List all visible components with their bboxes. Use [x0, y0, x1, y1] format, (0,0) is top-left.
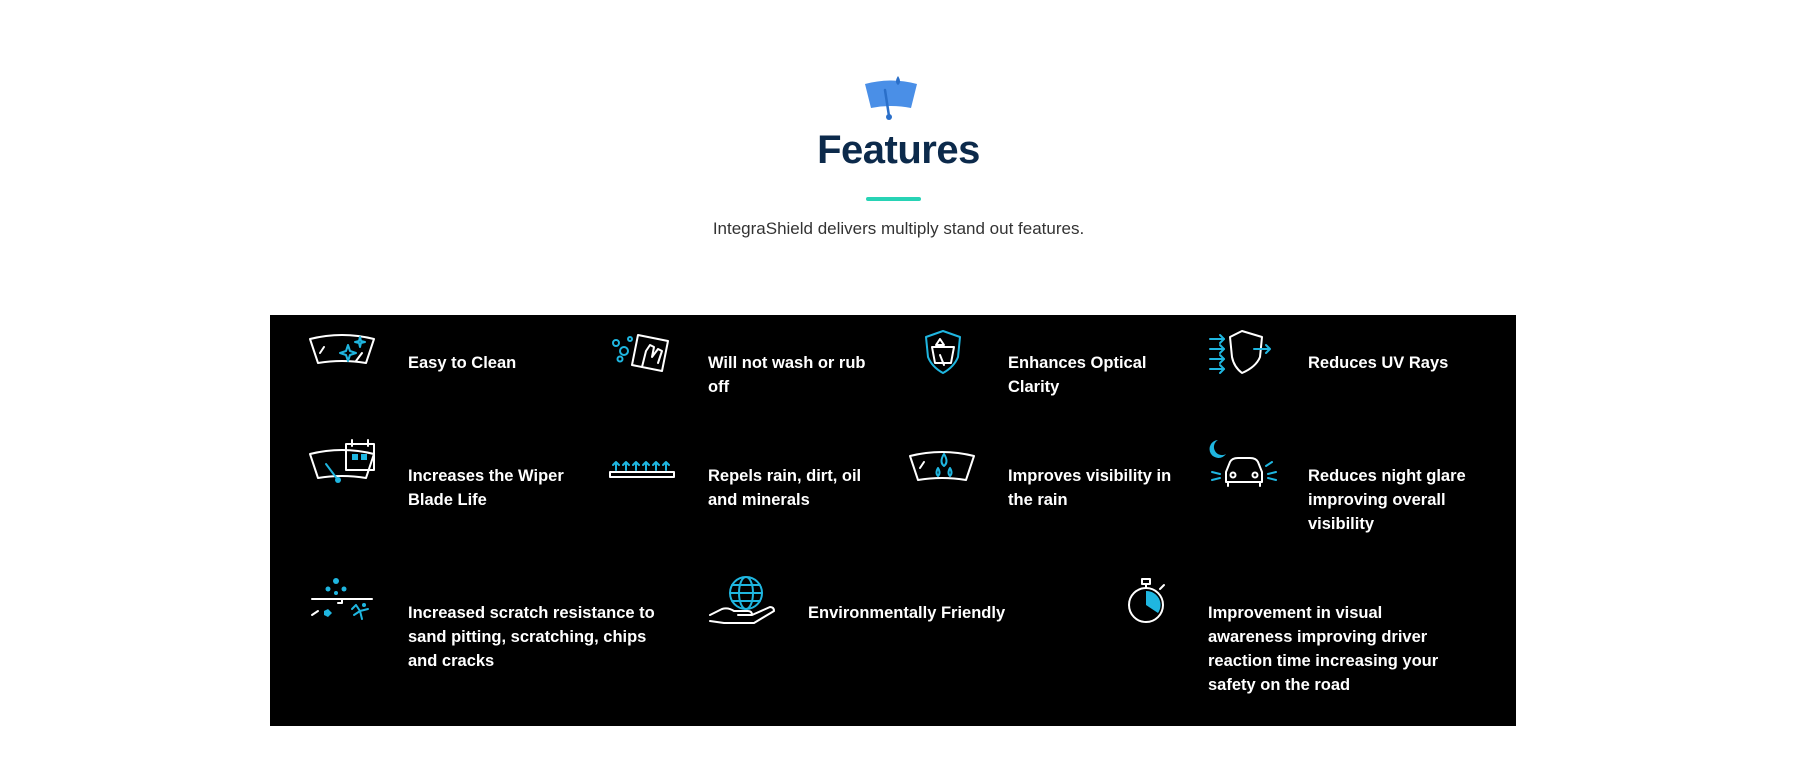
page-title: Features: [817, 128, 980, 172]
shield-windshield-icon: [908, 325, 978, 375]
hand-wiping-cloth-icon: [608, 325, 678, 375]
feature-label: Increased scratch resistance to sand pitting, scratching, chips and cracks: [408, 604, 655, 670]
feature-label: Easy to Clean: [408, 354, 517, 372]
feature-label: Environmentally Friendly: [808, 604, 1006, 622]
feature-label: Increases the Wiper Blade Life: [408, 467, 564, 509]
title-divider: [866, 197, 921, 201]
stopwatch-icon: [1108, 575, 1178, 625]
feature-label: Enhances Optical Clarity: [1008, 354, 1147, 396]
page-subtitle: IntegraShield delivers multiply stand out features.: [712, 219, 1085, 238]
sparkling-windshield-icon: [308, 325, 378, 375]
feature-label: Will not wash or rub off: [708, 354, 866, 396]
windshield-wiper-icon: [863, 76, 919, 122]
car-night-glare-icon: [1208, 438, 1278, 488]
repel-arrows-surface-icon: [608, 438, 678, 488]
globe-in-hand-icon: [708, 575, 778, 625]
feature-label: Improves visibility in the rain: [1008, 467, 1172, 509]
feature-label: Reduces UV Rays: [1308, 354, 1449, 372]
feature-label: Reduces night glare improving overall visibility: [1308, 467, 1466, 533]
feature-label: Improvement in visual awareness improving driver reaction time increasing your safety on the road: [1208, 604, 1439, 694]
shield-uv-arrows-icon: [1208, 325, 1278, 375]
features-panel: [270, 315, 1516, 726]
feature-label: Repels rain, dirt, oil and minerals: [708, 467, 862, 509]
windshield-raindrops-icon: [908, 438, 978, 488]
wiper-calendar-icon: [308, 438, 378, 488]
windshield-chips-cracks-icon: [308, 575, 378, 625]
